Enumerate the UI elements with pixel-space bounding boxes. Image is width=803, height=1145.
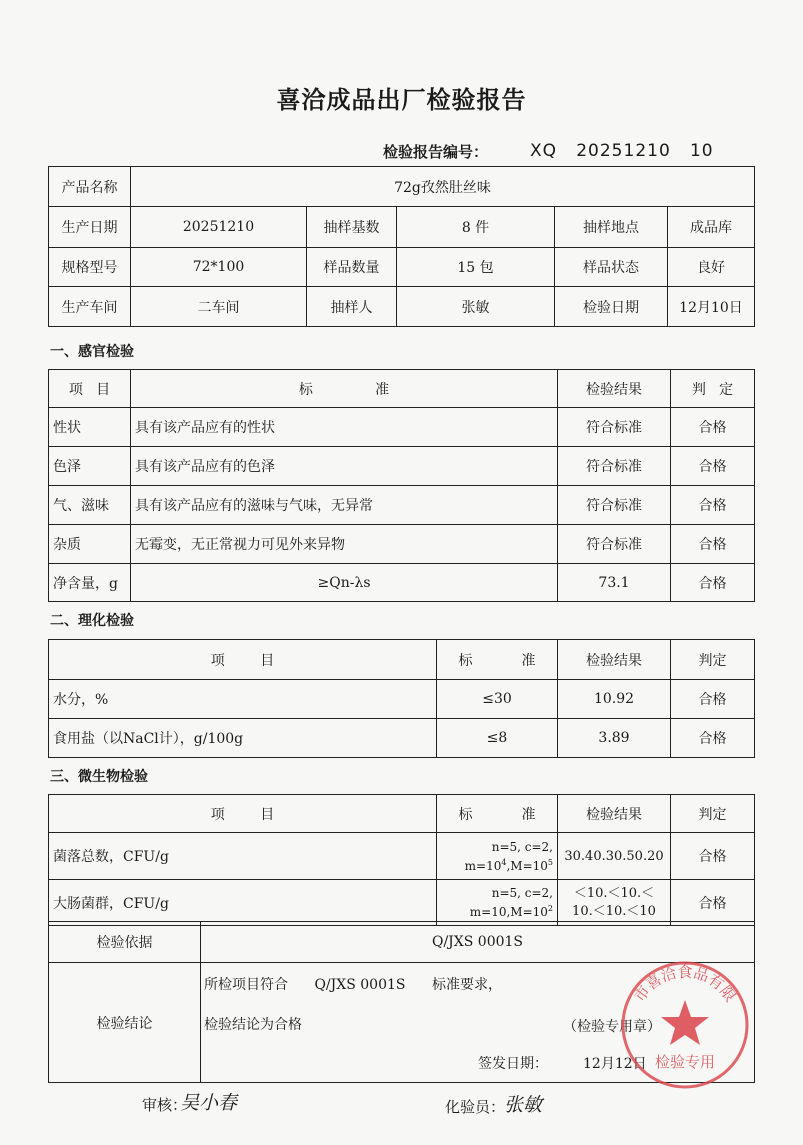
official-seal <box>615 955 755 1095</box>
sensory-judge: 合格 <box>671 486 755 525</box>
sensory-result: 符合标准 <box>558 447 671 486</box>
sampler-value: 张敏 <box>397 287 555 327</box>
issue-date-value: 12月12日 <box>583 1056 647 1072</box>
table-row <box>49 525 755 564</box>
micro-standard-exp: 4 <box>501 857 507 867</box>
seal-star-icon <box>661 1000 709 1045</box>
micro-section-title: 三、微生物检验 <box>50 769 148 785</box>
physchem-standard: ≤30 <box>437 680 558 719</box>
sensory-judge: 合格 <box>671 408 755 447</box>
conclusion-text: 标准要求， <box>431 977 502 993</box>
sensory-judge: 合格 <box>671 564 755 602</box>
micro-judge: 合格 <box>671 833 755 880</box>
sampler-label: 抽样人 <box>307 287 397 327</box>
sensory-item: 性状 <box>49 408 131 447</box>
micro-standard-line2 <box>441 855 553 874</box>
sensory-standard: 具有该产品应有的滋味与气味，无异常 <box>131 486 558 525</box>
physchem-header-result: 检验结果 <box>558 640 671 680</box>
sensory-item: 色泽 <box>49 447 131 486</box>
sensory-standard: 无霉变，无正常视力可见外来异物 <box>131 525 558 564</box>
micro-item: 菌落总数，CFU/g <box>49 833 437 880</box>
table-row <box>49 408 755 447</box>
micro-header-item: 项 目 <box>49 795 437 833</box>
micro-judge: 合格 <box>671 880 755 926</box>
conclusion-label: 检验结论 <box>49 963 201 1083</box>
reviewer-signature: 吴小春 <box>180 1092 238 1114</box>
workshop-value: 二车间 <box>131 287 307 327</box>
physchem-item: 食用盐（以NaCl计），g/100g <box>49 719 437 758</box>
sample-place-value: 成品库 <box>668 207 755 248</box>
basis-value: Q/JXS 0001S <box>201 922 755 963</box>
conclusion-line2: 检验结论为合格 <box>204 1017 302 1033</box>
physchem-header-judge: 判定 <box>671 640 755 680</box>
micro-standard-line1: n=5, c=2, <box>491 886 553 900</box>
sensory-result: 符合标准 <box>558 525 671 564</box>
sensory-result: 符合标准 <box>558 486 671 525</box>
micro-standard-part: m=10,M=10 <box>469 905 548 919</box>
sample-qty-value: 15 包 <box>397 248 555 287</box>
table-row <box>49 564 755 602</box>
micro-standard-line1: n=5, c=2, <box>491 839 553 854</box>
test-date-value: 12月10日 <box>668 287 755 327</box>
micro-result <box>558 880 671 926</box>
sensory-standard: 具有该产品应有的性状 <box>131 408 558 447</box>
micro-standard-part: ,M=10 <box>506 858 548 873</box>
page-title: 喜洽成品出厂检验报告 <box>276 86 527 114</box>
sensory-header-result: 检验结果 <box>558 370 671 408</box>
physchem-header-standard: 标 准 <box>437 640 558 680</box>
seal-note: （检验专用章） <box>563 1019 661 1035</box>
table-row <box>49 833 755 880</box>
physchem-item: 水分，% <box>49 680 437 719</box>
sensory-result: 73.1 <box>558 564 671 602</box>
sample-state-label: 样品状态 <box>555 248 668 287</box>
product-name-value: 72g孜然肚丝味 <box>131 167 755 207</box>
table-row <box>49 447 755 486</box>
physchem-result: 10.92 <box>558 680 671 719</box>
micro-result: 30.40.30.50.20 <box>558 833 671 880</box>
micro-result-line2: 10.＜10.＜10 <box>572 903 656 919</box>
micro-header-result: 检验结果 <box>558 795 671 833</box>
sensory-item: 净含量，g <box>49 564 131 602</box>
issue-date-label: 签发日期： <box>478 1056 548 1072</box>
sample-base-label: 抽样基数 <box>307 207 397 248</box>
sensory-result: 符合标准 <box>558 408 671 447</box>
physchem-judge: 合格 <box>671 719 755 758</box>
sensory-header-standard: 标 准 <box>131 370 558 408</box>
prod-date-label: 生产日期 <box>49 207 131 248</box>
sensory-header-judge: 判 定 <box>671 370 755 408</box>
physchem-section-title: 二、理化检验 <box>50 613 134 629</box>
spec-label: 规格型号 <box>49 248 131 287</box>
table-row <box>49 680 755 719</box>
sensory-table <box>48 369 755 602</box>
sensory-item: 气、滋味 <box>49 486 131 525</box>
micro-item: 大肠菌群，CFU/g <box>49 880 437 926</box>
report-number-value: XQ 20251210 10 <box>530 141 714 161</box>
micro-standard-part: m=10 <box>464 858 502 873</box>
workshop-label: 生产车间 <box>49 287 131 327</box>
physchem-judge: 合格 <box>671 680 755 719</box>
micro-standard-exp: 2 <box>547 904 553 913</box>
table-row <box>49 486 755 525</box>
seal-text-top: 市喜洽食品有限 <box>630 963 740 1006</box>
product-name-label: 产品名称 <box>49 167 131 207</box>
sensory-item: 杂质 <box>49 525 131 564</box>
prod-date-value: 20251210 <box>131 207 307 248</box>
physchem-table <box>48 639 755 758</box>
inspector-label: 化验员： <box>445 1098 506 1116</box>
sample-qty-label: 样品数量 <box>307 248 397 287</box>
sensory-section-title: 一、感官检验 <box>50 344 134 360</box>
inspector-signature: 张敏 <box>504 1094 543 1116</box>
table-row <box>49 880 755 926</box>
micro-standard-exp: 5 <box>547 857 553 867</box>
physchem-header-item: 项 目 <box>49 640 437 680</box>
test-date-label: 检验日期 <box>555 287 668 327</box>
table-row <box>49 719 755 758</box>
product-info-table <box>48 166 755 327</box>
basis-label: 检验依据 <box>49 922 201 963</box>
physchem-standard: ≤8 <box>437 719 558 758</box>
micro-standard <box>437 833 558 880</box>
sensory-standard: 具有该产品应有的色泽 <box>131 447 558 486</box>
physchem-result: 3.89 <box>558 719 671 758</box>
conclusion-text: 所检项目符合 <box>204 977 288 993</box>
micro-header-standard: 标 准 <box>437 795 558 833</box>
micro-header-judge: 判定 <box>671 795 755 833</box>
sensory-judge: 合格 <box>671 447 755 486</box>
reviewer-label: 审核： <box>142 1096 188 1114</box>
micro-table <box>48 794 755 926</box>
conclusion-standard: Q/JXS 0001S <box>314 977 406 993</box>
micro-standard <box>437 880 558 926</box>
conclusion-line1 <box>204 974 502 994</box>
sensory-standard: ≥Qn-λs <box>131 564 558 602</box>
sensory-header-item: 项 目 <box>49 370 131 408</box>
seal-text-bottom: 检验专用 <box>654 1053 716 1071</box>
sample-state-value: 良好 <box>668 248 755 287</box>
sensory-judge: 合格 <box>671 525 755 564</box>
sample-place-label: 抽样地点 <box>555 207 668 248</box>
micro-standard-line2 <box>441 901 553 920</box>
spec-value: 72*100 <box>131 248 307 287</box>
report-number-label: 检验报告编号： <box>383 143 489 161</box>
sample-base-value: 8 件 <box>397 207 555 248</box>
micro-result-line1: ＜10.＜10.＜ <box>573 885 655 901</box>
